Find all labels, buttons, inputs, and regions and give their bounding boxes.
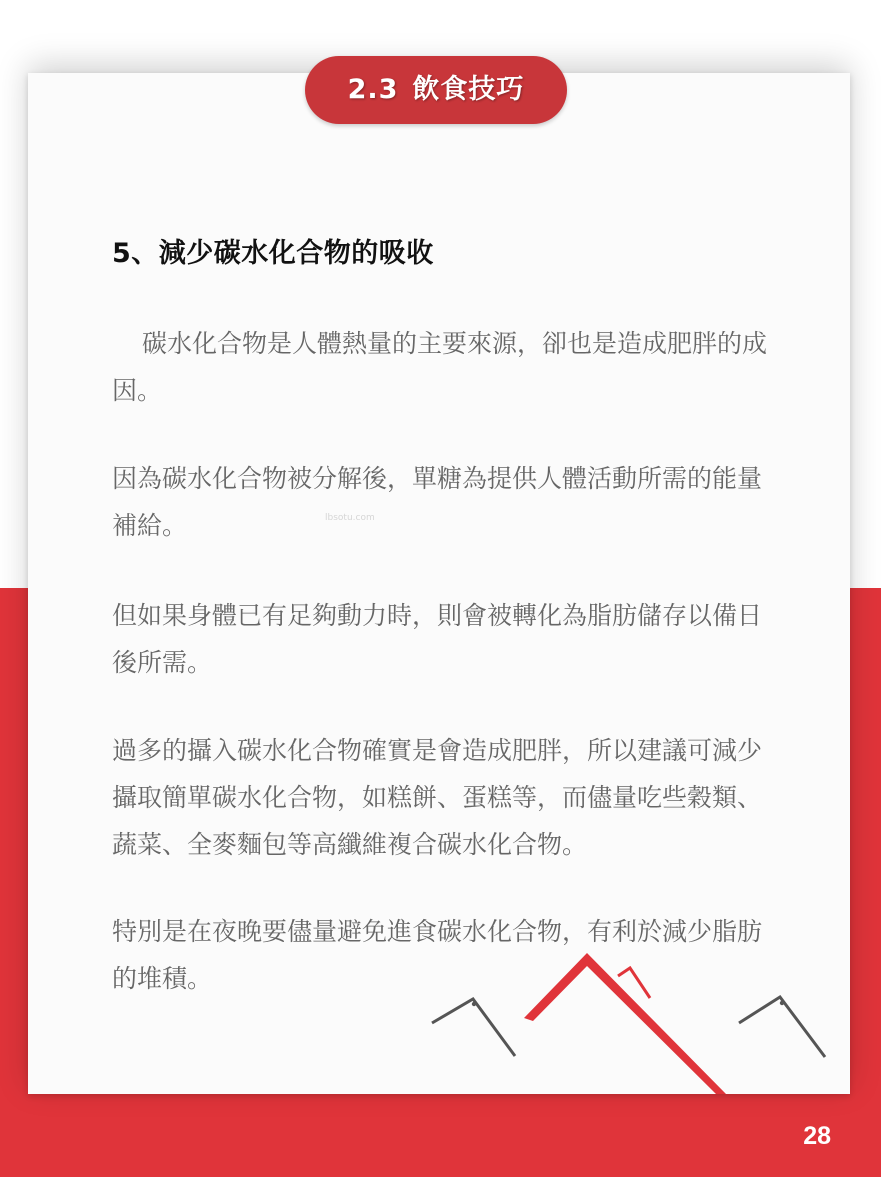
paragraph-4: 過多的攝入碳水化合物確實是會造成肥胖，所以建議可減少攝取簡單碳水化合物，如糕餅、蛋糕等，而儘量吃些穀類、蔬菜、全麥麵包等高纖維複合碳水化合物。 bbox=[112, 736, 763, 859]
page-number: 28 bbox=[803, 1122, 831, 1150]
content-card bbox=[28, 73, 850, 1094]
section-heading: 5、減少碳水化合物的吸收 bbox=[112, 238, 434, 269]
paragraph-2: 因為碳水化合物被分解後，單糖為提供人體活動所需的能量補給。 bbox=[112, 464, 763, 540]
left-peak-dot bbox=[472, 1002, 476, 1006]
paragraph-1: 碳水化合物是人體熱量的主要來源，卻也是造成肥胖的成因。 bbox=[112, 329, 768, 405]
section-title: 飲食技巧 bbox=[412, 74, 525, 105]
section-number: 2.3 bbox=[347, 74, 399, 105]
section-tab bbox=[305, 56, 567, 124]
mountain-illustration bbox=[28, 73, 850, 1094]
watermark: lbsotu.com bbox=[325, 513, 375, 523]
right-gray-peak bbox=[739, 997, 825, 1057]
paragraph-3: 但如果身體已有足夠動力時，則會被轉化為脂肪儲存以備日後所需。 bbox=[112, 601, 763, 677]
left-gray-peak bbox=[432, 999, 515, 1056]
main-red-peak bbox=[524, 953, 726, 1094]
right-peak-dot bbox=[780, 1001, 784, 1005]
paragraph-5: 特別是在夜晚要儘量避免進食碳水化合物，有利於減少脂肪的堆積。 bbox=[112, 917, 763, 993]
